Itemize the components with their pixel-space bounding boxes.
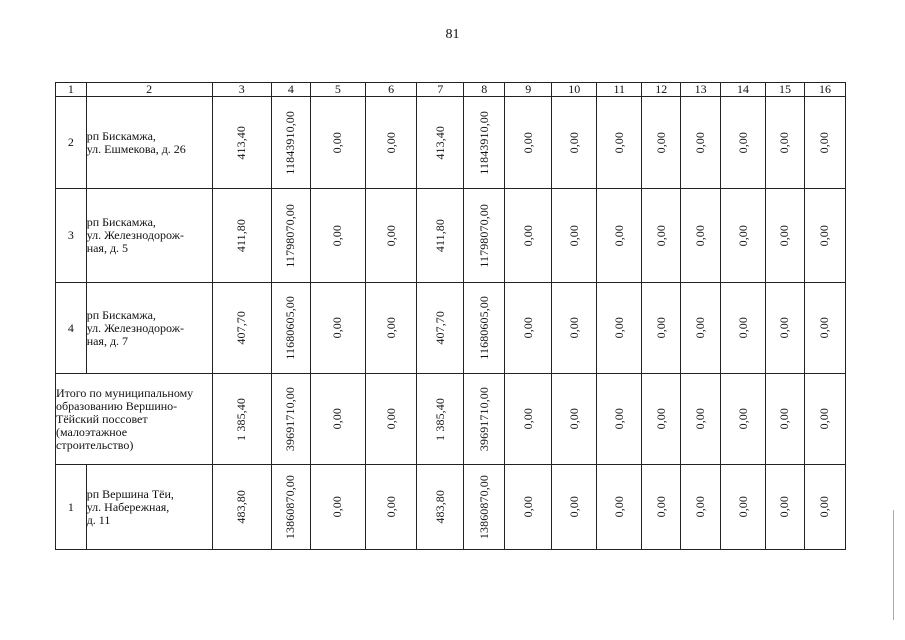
value-text: 0,00 bbox=[693, 496, 708, 518]
value-text: 0,00 bbox=[735, 408, 750, 430]
value-cell-col-10 bbox=[552, 97, 597, 189]
value-cell-col-13 bbox=[681, 374, 721, 465]
header-col-12: 12 bbox=[642, 83, 681, 97]
value-cell-col-5 bbox=[310, 189, 365, 283]
value-text: 411,80 bbox=[234, 218, 249, 253]
address-line: ул. Железнодорож- bbox=[86, 228, 184, 242]
value-cell-col-11 bbox=[597, 189, 642, 283]
value-cell-col-13 bbox=[681, 189, 721, 283]
value-cell-col-6 bbox=[366, 283, 417, 374]
total-label-line: образованию Вершино- bbox=[56, 398, 178, 413]
value-cell-col-9 bbox=[505, 465, 552, 550]
value-cell-col-4 bbox=[271, 465, 310, 550]
value-text: 0,00 bbox=[777, 224, 792, 247]
value-text: 407,70 bbox=[234, 311, 249, 345]
total-label-line: строительство) bbox=[56, 437, 134, 452]
value-text: 11680605,00 bbox=[476, 296, 491, 360]
value-cell-col-11 bbox=[597, 465, 642, 550]
value-cell-col-3 bbox=[212, 283, 271, 374]
value-text: 0,00 bbox=[817, 224, 832, 247]
value-text: 0,00 bbox=[817, 131, 832, 154]
value-cell-col-16 bbox=[804, 283, 845, 374]
value-text: 413,40 bbox=[234, 125, 249, 160]
total-label-line: (малоэтажное bbox=[56, 424, 128, 439]
header-col-14: 14 bbox=[721, 83, 766, 97]
value-cell-col-13 bbox=[681, 283, 721, 374]
value-cell-col-8 bbox=[464, 465, 505, 550]
value-text: 1 385,40 bbox=[234, 397, 249, 441]
value-text: 0,00 bbox=[817, 408, 832, 430]
data-table bbox=[55, 82, 846, 550]
value-text: 0,00 bbox=[330, 496, 345, 518]
value-cell-col-7 bbox=[417, 189, 464, 283]
value-text: 0,00 bbox=[330, 131, 345, 154]
address-cell bbox=[86, 465, 212, 550]
value-text: 0,00 bbox=[777, 408, 792, 430]
value-cell-col-14 bbox=[721, 189, 766, 283]
value-text: 0,00 bbox=[653, 408, 668, 430]
value-cell-col-12 bbox=[642, 374, 681, 465]
value-cell-col-14 bbox=[721, 465, 766, 550]
value-cell-col-13 bbox=[681, 465, 721, 550]
total-label bbox=[56, 374, 213, 465]
header-col-3: 3 bbox=[212, 83, 271, 97]
value-text: 0,00 bbox=[566, 496, 581, 518]
header-col-9: 9 bbox=[505, 83, 552, 97]
value-cell-col-14 bbox=[721, 97, 766, 189]
value-cell-col-5 bbox=[310, 465, 365, 550]
value-cell-col-8 bbox=[464, 374, 505, 465]
value-cell-col-3 bbox=[212, 189, 271, 283]
address-line: рп Бискамжа, bbox=[86, 307, 156, 322]
header-col-10: 10 bbox=[552, 83, 597, 97]
table-row bbox=[56, 465, 846, 550]
value-text: 0,00 bbox=[817, 317, 832, 339]
value-text: 0,00 bbox=[817, 496, 832, 518]
address-line: рп Бискамжа, bbox=[86, 215, 156, 229]
row-number: 1 bbox=[56, 465, 87, 550]
value-text: 0,00 bbox=[777, 131, 792, 154]
value-cell-col-9 bbox=[505, 189, 552, 283]
scan-edge-line bbox=[893, 510, 894, 620]
value-text: 0,00 bbox=[566, 131, 581, 154]
value-text: 39691710,00 bbox=[476, 386, 491, 452]
value-text: 0,00 bbox=[735, 317, 750, 339]
value-cell-col-13 bbox=[681, 97, 721, 189]
total-row bbox=[56, 374, 846, 465]
value-cell-col-16 bbox=[804, 374, 845, 465]
value-text: 0,00 bbox=[611, 317, 626, 339]
value-cell-col-15 bbox=[766, 97, 805, 189]
value-text: 0,00 bbox=[383, 131, 398, 154]
header-col-6: 6 bbox=[366, 83, 417, 97]
header-col-8: 8 bbox=[464, 83, 505, 97]
row-number: 3 bbox=[56, 189, 87, 283]
value-cell-col-6 bbox=[366, 189, 417, 283]
value-text: 11798070,00 bbox=[476, 203, 491, 268]
header-col-15: 15 bbox=[766, 83, 805, 97]
row-number: 4 bbox=[56, 283, 87, 374]
address-line: ул. Железнодорож- bbox=[86, 320, 184, 335]
value-text: 407,70 bbox=[432, 311, 447, 345]
value-text: 11680605,00 bbox=[283, 296, 298, 360]
value-text: 0,00 bbox=[693, 224, 708, 247]
value-text: 413,40 bbox=[432, 125, 447, 160]
value-cell-col-16 bbox=[804, 189, 845, 283]
value-cell-col-16 bbox=[804, 97, 845, 189]
header-col-11: 11 bbox=[597, 83, 642, 97]
value-text: 0,00 bbox=[520, 131, 535, 154]
address-line: ул. Ешмекова, д. 26 bbox=[86, 141, 186, 156]
value-cell-col-14 bbox=[721, 374, 766, 465]
header-col-13: 13 bbox=[681, 83, 721, 97]
value-cell-col-10 bbox=[552, 283, 597, 374]
value-cell-col-4 bbox=[271, 97, 310, 189]
value-text: 0,00 bbox=[653, 496, 668, 518]
value-text: 0,00 bbox=[611, 496, 626, 518]
value-text: 1 385,40 bbox=[432, 397, 447, 441]
value-cell-col-5 bbox=[310, 374, 365, 465]
value-cell-col-3 bbox=[212, 97, 271, 189]
value-cell-col-10 bbox=[552, 374, 597, 465]
value-cell-col-3 bbox=[212, 465, 271, 550]
value-cell-col-10 bbox=[552, 189, 597, 283]
value-cell-col-8 bbox=[464, 97, 505, 189]
value-text: 0,00 bbox=[520, 317, 535, 339]
value-cell-col-9 bbox=[505, 97, 552, 189]
table-row bbox=[56, 97, 846, 189]
value-cell-col-15 bbox=[766, 374, 805, 465]
value-cell-col-11 bbox=[597, 283, 642, 374]
value-cell-col-7 bbox=[417, 374, 464, 465]
value-text: 13860870,00 bbox=[283, 474, 298, 540]
value-text: 0,00 bbox=[566, 224, 581, 247]
total-label-line: Итого по муниципальному bbox=[56, 385, 194, 400]
value-cell-col-9 bbox=[505, 374, 552, 465]
value-cell-col-5 bbox=[310, 97, 365, 189]
value-cell-col-8 bbox=[464, 283, 505, 374]
value-cell-col-4 bbox=[271, 374, 310, 465]
value-cell-col-12 bbox=[642, 465, 681, 550]
value-text: 0,00 bbox=[566, 317, 581, 339]
value-text: 11843910,00 bbox=[476, 110, 491, 175]
value-text: 0,00 bbox=[653, 224, 668, 247]
value-cell-col-12 bbox=[642, 189, 681, 283]
header-col-5: 5 bbox=[310, 83, 365, 97]
header-col-16: 16 bbox=[804, 83, 845, 97]
value-cell-col-7 bbox=[417, 97, 464, 189]
value-cell-col-6 bbox=[366, 374, 417, 465]
value-text: 13860870,00 bbox=[476, 474, 491, 540]
address-line: рп Бискамжа, bbox=[86, 128, 156, 143]
value-cell-col-6 bbox=[366, 465, 417, 550]
value-text: 411,80 bbox=[432, 218, 447, 253]
value-text: 0,00 bbox=[693, 131, 708, 154]
address-cell bbox=[86, 97, 212, 189]
value-text: 483,80 bbox=[432, 490, 447, 524]
value-text: 0,00 bbox=[520, 408, 535, 430]
value-text: 0,00 bbox=[735, 131, 750, 154]
value-cell-col-15 bbox=[766, 465, 805, 550]
value-cell-col-7 bbox=[417, 283, 464, 374]
value-cell-col-10 bbox=[552, 465, 597, 550]
value-text: 11843910,00 bbox=[283, 110, 298, 175]
value-text: 0,00 bbox=[653, 317, 668, 339]
address-line: ная, д. 5 bbox=[86, 241, 129, 255]
value-cell-col-11 bbox=[597, 97, 642, 189]
value-text: 0,00 bbox=[383, 408, 398, 430]
value-text: 0,00 bbox=[520, 496, 535, 518]
value-cell-col-3 bbox=[212, 374, 271, 465]
value-text: 0,00 bbox=[653, 131, 668, 154]
header-col-2: 2 bbox=[86, 83, 212, 97]
value-text: 0,00 bbox=[693, 317, 708, 339]
value-cell-col-4 bbox=[271, 283, 310, 374]
value-text: 0,00 bbox=[611, 131, 626, 154]
header-col-1: 1 bbox=[56, 83, 87, 97]
address-line: ная, д. 7 bbox=[86, 333, 129, 348]
value-cell-col-15 bbox=[766, 189, 805, 283]
value-cell-col-7 bbox=[417, 465, 464, 550]
value-text: 0,00 bbox=[777, 317, 792, 339]
value-cell-col-5 bbox=[310, 283, 365, 374]
value-text: 0,00 bbox=[330, 317, 345, 339]
value-text: 39691710,00 bbox=[283, 386, 298, 452]
value-cell-col-6 bbox=[366, 97, 417, 189]
value-text: 0,00 bbox=[383, 224, 398, 247]
value-text: 0,00 bbox=[735, 224, 750, 247]
table-row bbox=[56, 283, 846, 374]
margin-stamp bbox=[19, 48, 31, 78]
header-col-7: 7 bbox=[417, 83, 464, 97]
total-label-line: Тёйский поссовет bbox=[56, 411, 148, 426]
address-line: рп Вершина Тёи, bbox=[86, 486, 174, 501]
value-text: 0,00 bbox=[566, 408, 581, 430]
value-text: 0,00 bbox=[383, 317, 398, 339]
address-line: ул. Набережная, bbox=[86, 499, 170, 514]
value-text: 0,00 bbox=[777, 496, 792, 518]
value-cell-col-9 bbox=[505, 283, 552, 374]
value-cell-col-15 bbox=[766, 283, 805, 374]
value-text: 0,00 bbox=[330, 408, 345, 430]
value-text: 0,00 bbox=[330, 224, 345, 247]
value-cell-col-14 bbox=[721, 283, 766, 374]
address-line: д. 11 bbox=[86, 512, 111, 527]
address-cell bbox=[86, 283, 212, 374]
value-text: 0,00 bbox=[735, 496, 750, 518]
value-text: 0,00 bbox=[693, 408, 708, 430]
value-cell-col-12 bbox=[642, 97, 681, 189]
page-number: 81 bbox=[445, 27, 460, 42]
value-text: 483,80 bbox=[234, 490, 249, 524]
value-cell-col-8 bbox=[464, 189, 505, 283]
value-text: 0,00 bbox=[611, 408, 626, 430]
header-row bbox=[56, 83, 846, 97]
value-cell-col-12 bbox=[642, 283, 681, 374]
value-text: 11798070,00 bbox=[283, 203, 298, 268]
value-text: 0,00 bbox=[383, 496, 398, 518]
value-text: 0,00 bbox=[520, 224, 535, 247]
table-row bbox=[56, 189, 846, 283]
value-cell-col-11 bbox=[597, 374, 642, 465]
value-cell-col-16 bbox=[804, 465, 845, 550]
row-number: 2 bbox=[56, 97, 87, 189]
address-cell bbox=[86, 189, 212, 283]
value-text: 0,00 bbox=[611, 224, 626, 247]
header-col-4: 4 bbox=[271, 83, 310, 97]
value-cell-col-4 bbox=[271, 189, 310, 283]
